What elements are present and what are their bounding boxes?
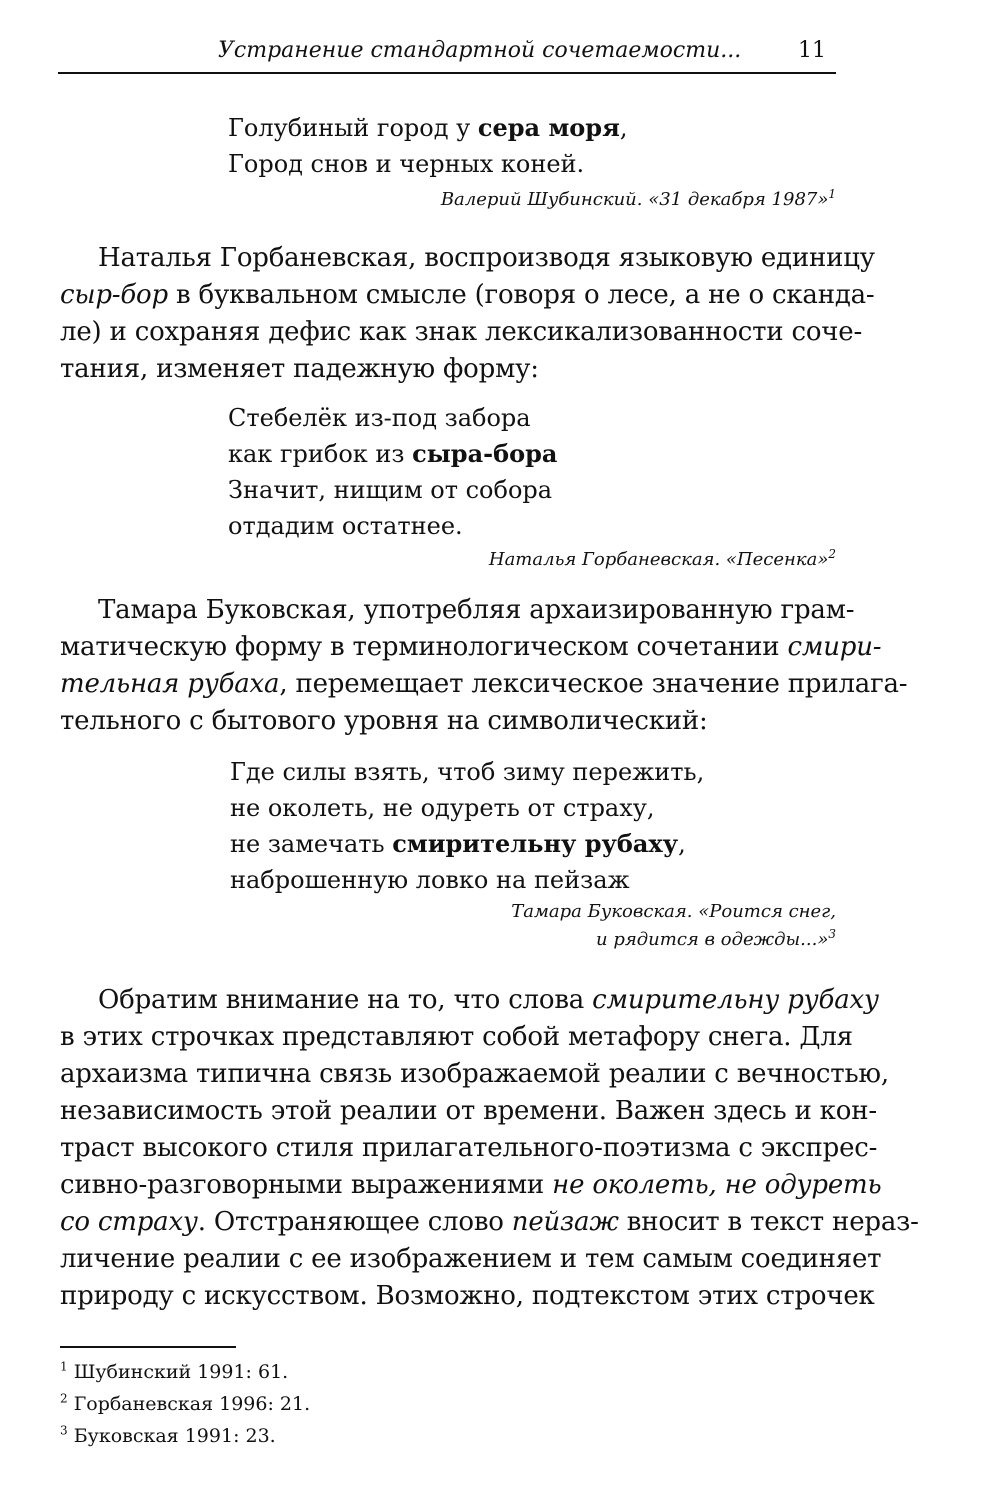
running-title: Устранение стандартной сочетаемости... — [218, 38, 742, 63]
text-run: природу с искусством. Возможно, подтекстом этих строчек — [60, 1281, 875, 1311]
paragraph-line — [60, 1204, 919, 1241]
verse-text: Стебелёк из-под забора — [228, 404, 531, 432]
italic-term: сыр-бор — [60, 280, 168, 310]
attribution-line — [441, 186, 836, 214]
header-rule — [58, 72, 836, 74]
verse-text: не околеть, не одуреть от страху, — [230, 794, 655, 822]
verse-line — [228, 436, 557, 472]
footnote-text: Буковская 1991: 23. — [73, 1425, 276, 1447]
verse-line — [228, 508, 557, 544]
verse-line — [230, 862, 704, 898]
verse-text: как грибок из — [228, 440, 413, 468]
paragraph-line — [60, 703, 838, 740]
paragraph-line — [60, 314, 863, 351]
verse-quote-1 — [228, 110, 627, 182]
paragraph-3 — [60, 982, 919, 1315]
paragraph-line — [60, 1019, 853, 1056]
text-run: ле) и сохраняя дефис как знак лексикализованности соче- — [60, 317, 863, 347]
text-run: сивно-разговорными выражениями — [60, 1170, 553, 1200]
footnote-number: 3 — [60, 1423, 68, 1438]
attribution-line — [489, 546, 836, 574]
footnote-number: 2 — [60, 1391, 68, 1406]
paragraph-line — [60, 982, 879, 1019]
attribution-text: Наталья Горбаневская. «Песенка» — [488, 549, 829, 570]
verse-text: Город снов и черных коней. — [228, 150, 585, 178]
verse-text: Голубиный город у — [228, 114, 478, 142]
attribution-text: Валерий Шубинский. «31 декабря 1987» — [440, 189, 829, 210]
attribution-text: и рядится в одежды...» — [596, 929, 829, 950]
italic-term: смирительну рубаху — [592, 985, 879, 1015]
verse-text: , — [678, 830, 686, 858]
verse-text: Значит, нищим от собора — [228, 476, 553, 504]
text-run: матическую форму в терминологическом сочетании — [60, 632, 788, 662]
text-run: Обратим внимание на то, что слова — [98, 985, 593, 1015]
footnote-text: Горбаневская 1996: 21. — [73, 1393, 311, 1415]
page-number: 11 — [798, 38, 826, 63]
footnote — [60, 1356, 310, 1388]
text-run: архаизма типична связь изображаемой реалии с вечностью, — [60, 1059, 889, 1089]
paragraph-1 — [60, 240, 875, 388]
attribution-2 — [489, 546, 836, 574]
footnote — [60, 1388, 310, 1420]
paragraph-line — [60, 277, 875, 314]
attribution-line — [511, 898, 836, 926]
footnote-marker: 2 — [828, 547, 836, 561]
text-run: Наталья Горбаневская, воспроизводя языковую единицу — [98, 243, 875, 273]
italic-term: пейзаж — [511, 1207, 619, 1237]
text-run: независимость этой реалии от времени. Важен здесь и кон- — [60, 1096, 877, 1126]
attribution-1 — [441, 186, 836, 214]
verse-line — [230, 754, 704, 790]
attribution-text: Тамара Буковская. «Роится снег, — [511, 901, 836, 922]
italic-term: со страху — [60, 1207, 198, 1237]
footnote-marker: 3 — [828, 927, 836, 941]
verse-line — [230, 826, 704, 862]
text-run: траст высокого стиля прилагательного-поэтизма с экспрес- — [60, 1133, 878, 1163]
paragraph-line — [60, 1130, 878, 1167]
verse-highlight: смирительну рубаху — [392, 829, 679, 858]
footnote-number: 1 — [60, 1359, 68, 1374]
paragraph-line — [60, 666, 908, 703]
verse-line — [228, 472, 557, 508]
paragraph-line — [60, 1241, 882, 1278]
paragraph-line — [60, 592, 855, 629]
attribution-3 — [511, 898, 836, 954]
text-run: в этих строчках представляют собой метафору снега. Для — [60, 1022, 853, 1052]
footnotes — [60, 1356, 310, 1452]
verse-quote-2 — [228, 400, 557, 544]
attribution-line — [511, 926, 836, 954]
italic-term: не околеть, не одуреть — [552, 1170, 882, 1200]
paragraph-line — [60, 1278, 875, 1315]
text-run: . Отстраняющее слово — [197, 1207, 512, 1237]
verse-quote-3 — [230, 754, 704, 898]
verse-text: наброшенную ловко на пейзаж — [230, 866, 630, 894]
verse-text: Где силы взять, чтоб зиму пережить, — [230, 758, 705, 786]
paragraph-line — [60, 1056, 889, 1093]
verse-line — [228, 146, 627, 182]
verse-text: отдадим остатнее. — [228, 512, 463, 540]
paragraph-line — [60, 1167, 882, 1204]
paragraph-2 — [60, 592, 908, 740]
text-run: тельного с бытового уровня на символический: — [60, 706, 708, 736]
footnote — [60, 1420, 310, 1452]
verse-line — [230, 790, 704, 826]
text-run: , перемещает лексическое значение прилага- — [279, 669, 908, 699]
verse-text: не замечать — [230, 830, 393, 858]
text-run: вносит в текст нераз- — [618, 1207, 919, 1237]
verse-highlight: сыра-бора — [412, 439, 558, 468]
text-run: личение реалии с ее изображением и тем самым соединяет — [60, 1244, 882, 1274]
paragraph-line — [60, 629, 882, 666]
paragraph-line — [60, 1093, 877, 1130]
verse-text: , — [619, 114, 628, 142]
italic-term: тельная рубаха — [60, 669, 280, 699]
paragraph-line — [60, 351, 838, 388]
text-run: в буквальном смысле (говоря о лесе, а не о сканда- — [167, 280, 875, 310]
italic-term: смири- — [787, 632, 882, 662]
paragraph-line — [60, 240, 875, 277]
text-run: Тамара Буковская, употребляя архаизированную грам- — [98, 595, 855, 625]
verse-line — [228, 110, 627, 146]
footnote-rule — [60, 1346, 236, 1348]
verse-highlight: сера моря — [477, 113, 620, 142]
footnote-text: Шубинский 1991: 61. — [73, 1361, 289, 1383]
text-run: тания, изменяет падежную форму: — [60, 354, 539, 384]
footnote-marker: 1 — [828, 187, 836, 201]
verse-line — [228, 400, 557, 436]
